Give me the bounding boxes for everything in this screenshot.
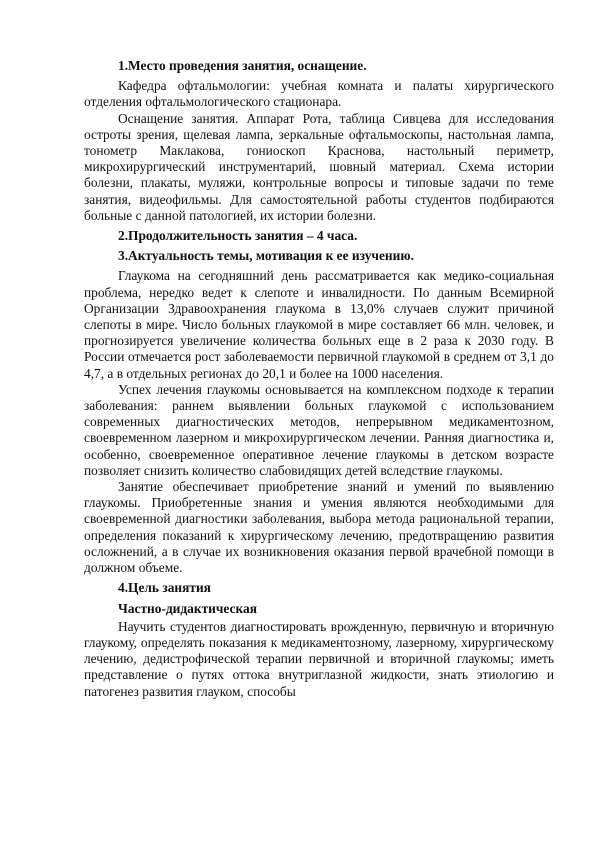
document-page bbox=[84, 58, 554, 700]
section-4-heading: 4.Цель занятия bbox=[118, 580, 211, 596]
section-2-heading: 2.Продолжительность занятия – 4 часа. bbox=[118, 228, 358, 244]
section-1-paragraph-location: Кафедра офтальмологии: учебная комната и палаты хирургического отделения офтальмологического стационара. bbox=[84, 78, 554, 110]
section-1-heading: 1.Место проведения занятия, оснащение. bbox=[118, 58, 367, 73]
section-4-subheading: Частно-дидактическая bbox=[118, 600, 257, 616]
section-3-paragraph-1: Глаукома на сегодняшний день рассматривается как медико-социальная проблема, нередко ведет к слепоте и инвалидности. По данным Всемирной Организации Здравоохранения глаукома в 13,0% случаев служит причиной слепоты в мире. Число больных глаукомой в мире составляет 66 млн. человек, и прогнозируется увеличение количества больных еще в 2 раза к 2030 году. В России отмечается рост заболеваемости первичной глаукомой в среднем от 3,1 до 4,7, а в отдельных регионах до 20,1 и более на 1000 населения. bbox=[84, 268, 554, 381]
section-1-paragraph-equipment: Оснащение занятия. Аппарат Рота, таблица Сивцева для исследования остроты зрения, щелевая лампа, зеркальные офтальмоскопы, настольная лампа, тонометр Маклакова, гониоскоп Краснова, настольный периметр, микрохирургический инструментарий, шовный материал. Схема истории болезни, плакаты, муляжи, контрольные вопросы и типовые задачи по теме занятия, видеофильмы. Для самостоятельной работы студентов подбираются больные с данной патологией, их истории болезни. bbox=[84, 110, 554, 223]
section-3-paragraph-2: Успех лечения глаукомы основывается на комплексном подходе к терапии заболевания: раннем выявлении больных глаукомой с использованием современных диагностических методов, непрерывном медикаментозном, своевременном лазерном и микрохирургическом лечении. Ранняя диагностика и, особенно, своевременное оперативное лечение глаукомы в детском возрасте позволяет снизить количество слабовидящих детей вследствие глаукомы. bbox=[84, 381, 554, 478]
section-3-heading: 3.Актуальность темы, мотивация к ее изучению. bbox=[118, 248, 414, 264]
section-3-paragraph-3: Занятие обеспечивает приобретение знаний и умений по выявлению глаукомы. Приобретенные знания и умения являются необходимыми для своевременной диагностики заболевания, выбора метода рациональной терапии, определения показаний к хирургическому лечению, предотвращению развития осложнений, а в случае их возникновения оказания первой врачебной помощи в должном объеме. bbox=[84, 479, 554, 576]
section-4-paragraph-1: Научить студентов диагностировать врожденную, первичную и вторичную глаукому, определять показания к медикаментозному, лазерному, хирургическому лечению, дедистрофической терапии первичной и вторичной глаукомы; иметь представление о путях оттока внутриглазной жидкости, знать этиологию и патогенез развития глауком, способы bbox=[84, 618, 554, 699]
